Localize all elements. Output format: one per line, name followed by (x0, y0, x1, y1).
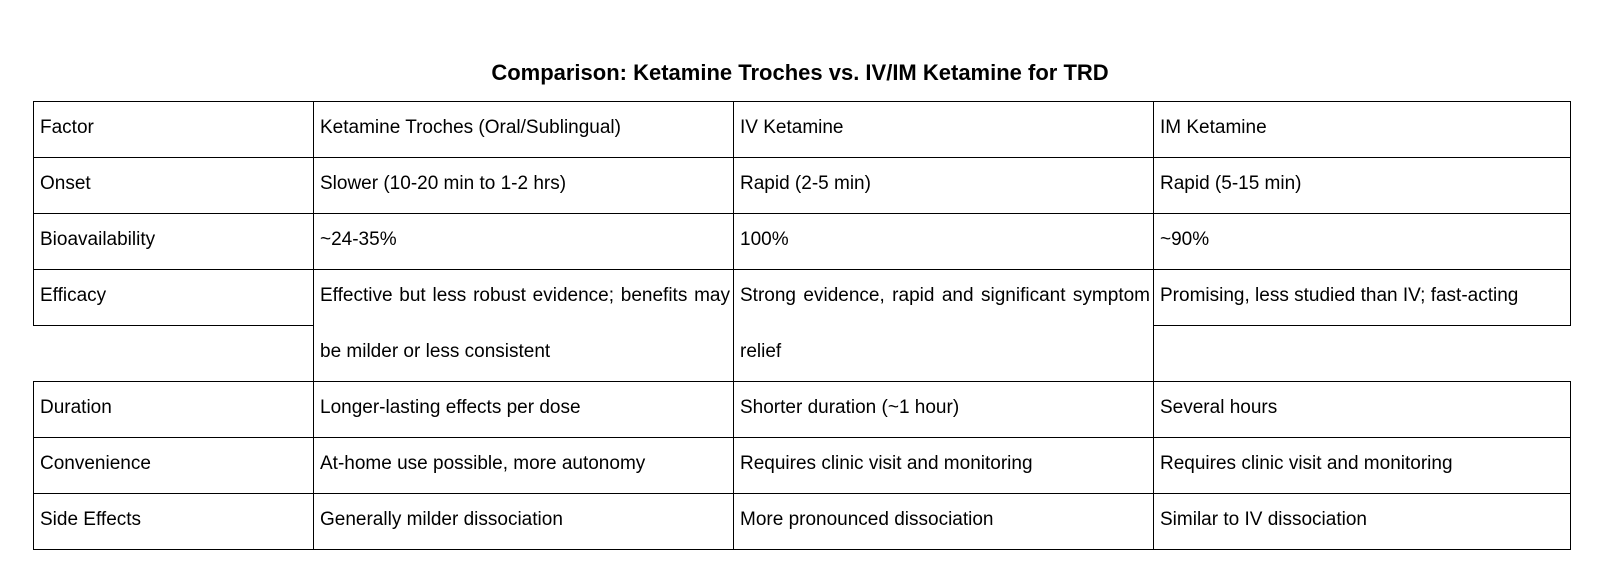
cell-value: Rapid (5-15 min) (1160, 173, 1302, 194)
table-cell-iv (733, 157, 1154, 214)
cell-value: ~24-35% (320, 229, 397, 250)
cell-value: Longer-lasting effects per dose (320, 397, 581, 418)
cell-value: Requires clinic visit and monitoring (740, 453, 1033, 474)
comparison-table (33, 101, 1570, 550)
cell-value: More pronounced dissociation (740, 509, 994, 530)
cell-value: 100% (740, 229, 789, 250)
row-label: Convenience (40, 453, 151, 474)
cell-value: At-home use possible, more autonomy (320, 453, 646, 474)
cell-value: Rapid (2-5 min) (740, 173, 871, 194)
table-cell-troches (313, 437, 734, 494)
header-label: IM Ketamine (1160, 117, 1267, 138)
table-cell-im (1153, 157, 1571, 214)
cell-value: Generally milder dissociation (320, 509, 563, 530)
table-cell-iv (733, 493, 1154, 550)
header-cell-im (1153, 101, 1571, 158)
cell-value: Shorter duration (~1 hour) (740, 397, 960, 418)
table-cell-factor (33, 157, 314, 214)
table-cell-im (1153, 493, 1571, 550)
table-cell-factor (33, 437, 314, 494)
page-title: Comparison: Ketamine Troches vs. IV/IM Ketamine for TRD (491, 60, 1109, 85)
table-cell-im (1153, 381, 1571, 438)
cell-value: Effective but less robust evidence; benefits may be milder or less consistent (320, 285, 730, 362)
table-cell-iv (733, 213, 1154, 270)
cell-value: Strong evidence, rapid and significant symptom relief (740, 285, 1150, 362)
cell-value: Similar to IV dissociation (1160, 509, 1367, 530)
table-cell-im (1153, 213, 1571, 270)
table-cell-troches (313, 493, 734, 550)
table-cell-troches (313, 157, 734, 214)
cell-value: Slower (10-20 min to 1-2 hrs) (320, 173, 567, 194)
table-cell-factor (33, 381, 314, 438)
table-cell-im (1153, 269, 1571, 326)
header-cell-troches (313, 101, 734, 158)
table-cell-troches (313, 213, 734, 270)
row-label: Efficacy (40, 285, 107, 306)
table-cell-iv (733, 269, 1154, 382)
table-cell-factor (33, 269, 314, 326)
header-cell-iv (733, 101, 1154, 158)
table-cell-factor (33, 213, 314, 270)
table-cell-troches (313, 269, 734, 382)
table-cell-iv (733, 381, 1154, 438)
row-label: Duration (40, 397, 112, 418)
cell-value: Promising, less studied than IV; fast-acting (1160, 285, 1519, 306)
table-cell-im (1153, 437, 1571, 494)
table-cell-iv (733, 437, 1154, 494)
header-label: IV Ketamine (740, 117, 844, 138)
table-cell-factor (33, 493, 314, 550)
header-label: Factor (40, 117, 94, 138)
row-label: Onset (40, 173, 91, 194)
row-label: Side Effects (40, 509, 142, 530)
cell-value: ~90% (1160, 229, 1210, 250)
cell-value: Requires clinic visit and monitoring (1160, 453, 1453, 474)
cell-value: Several hours (1160, 397, 1278, 418)
header-cell-factor (33, 101, 314, 158)
table-cell-troches (313, 381, 734, 438)
row-label: Bioavailability (40, 229, 156, 250)
header-label: Ketamine Troches (Oral/Sublingual) (320, 117, 621, 138)
